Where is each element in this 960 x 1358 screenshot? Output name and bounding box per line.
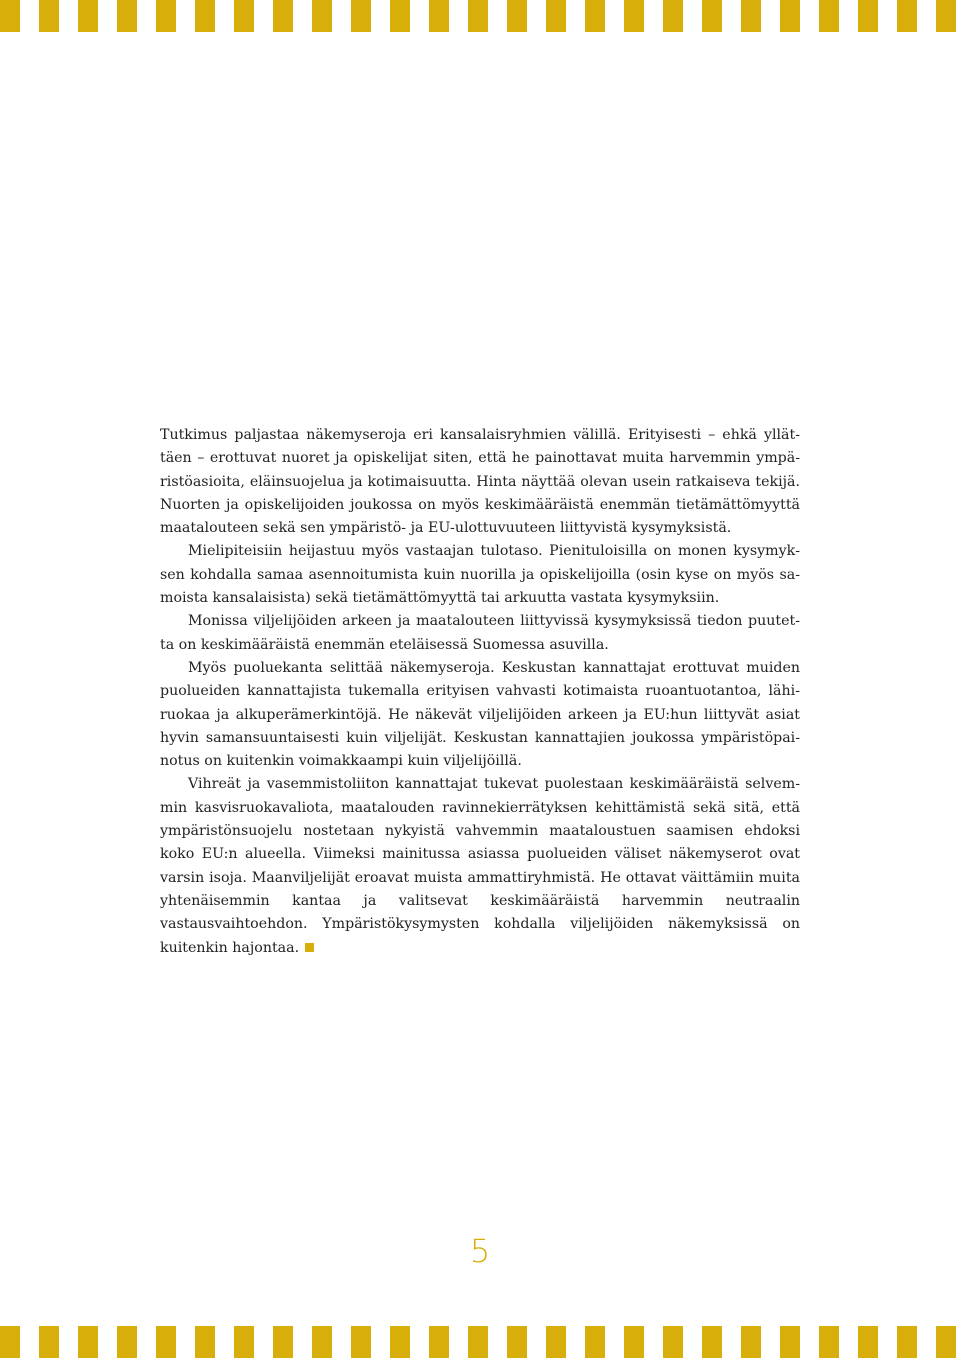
paragraph-3: Monissa viljelijöiden arkeen ja maatalouteen liittyvissä kysymyksissä tiedon puutetta on keskimääräistä enemmän eteläisessä Suomessa asuvilla. [160, 613, 800, 653]
paragraph-2: Mielipiteisiin heijastuu myös vastaajan tulotaso. Pienituloisilla on monen kysymyksen kohdalla samaa asennoitumista kuin nuorilla ja opiskelijoilla (osin kyse on myös samoista kansalaisista) sekä tietämättömyyttä tai arkuutta vastata kysymyksiin. [160, 543, 800, 607]
bottom-decorative-stripe [0, 1326, 960, 1358]
end-of-article-square-icon [305, 943, 314, 952]
top-decorative-stripe [0, 0, 960, 32]
paragraph-5 [160, 773, 800, 959]
page-number: 5 [469, 1232, 491, 1270]
paragraph-4: Myös puoluekanta selittää näkemyseroja. Keskustan kannattajat erottuvat muiden puolueiden kannattajista tukemalla erityisen vahvasti kotimaista ruoantuotantoa, lähiruokaa ja alkuperämerkintöjä. He näkevät viljelijöiden arkeen ja EU:hun liittyvät asiat hyvin samansuuntaisesti kuin viljelijät. Keskustan kannattajien joukossa ympäristöpainotus on kuitenkin voimakkaampi kuin viljelijöillä. [160, 659, 800, 770]
paragraph-1: Tutkimus paljastaa näkemyseroja eri kansalaisryhmien välillä. Erityisesti – ehkä yllättäen – erottuvat nuoret ja opiskelijat siten, että he painottavat muita harvemmin ympäristöasioita, eläinsuojelua ja kotimaisuutta. Hinta näyttää olevan usein ratkaiseva tekijä. Nuorten ja opiskelijoiden joukossa on myös keskimääräistä enemmän tietämättömyyttä maatalouteen sekä sen ympäristö- ja EU-ulottuvuuteen liittyvistä kysymyksistä. [160, 427, 800, 537]
paragraph-5-text: Vihreät ja vasemmistoliiton kannattajat tukevat puolestaan keskimääräistä selvemmin kasvisruokavaliota, maatalouden ravinnekierrätyksen kehittämistä sekä sitä, että ympäristönsuojelu nostetaan nykyistä vahvemmin maataloustuen saamisen ehdoksi koko EU:n alueella. Viimeksi mainitussa asiassa puolueiden väliset näkemyserot ovat varsin isoja. Maanviljelijät eroavat muista ammattiryhmistä. He ottavat väittämiin muita yhtenäisemmin kantaa ja valitsevat keskimääräistä harvemmin neutraalin vastausvaihtoehdon. Ympäristökysymysten kohdalla viljelijöiden näkemyksissä on kuitenkin hajontaa. [160, 776, 800, 956]
body-text [160, 424, 800, 960]
